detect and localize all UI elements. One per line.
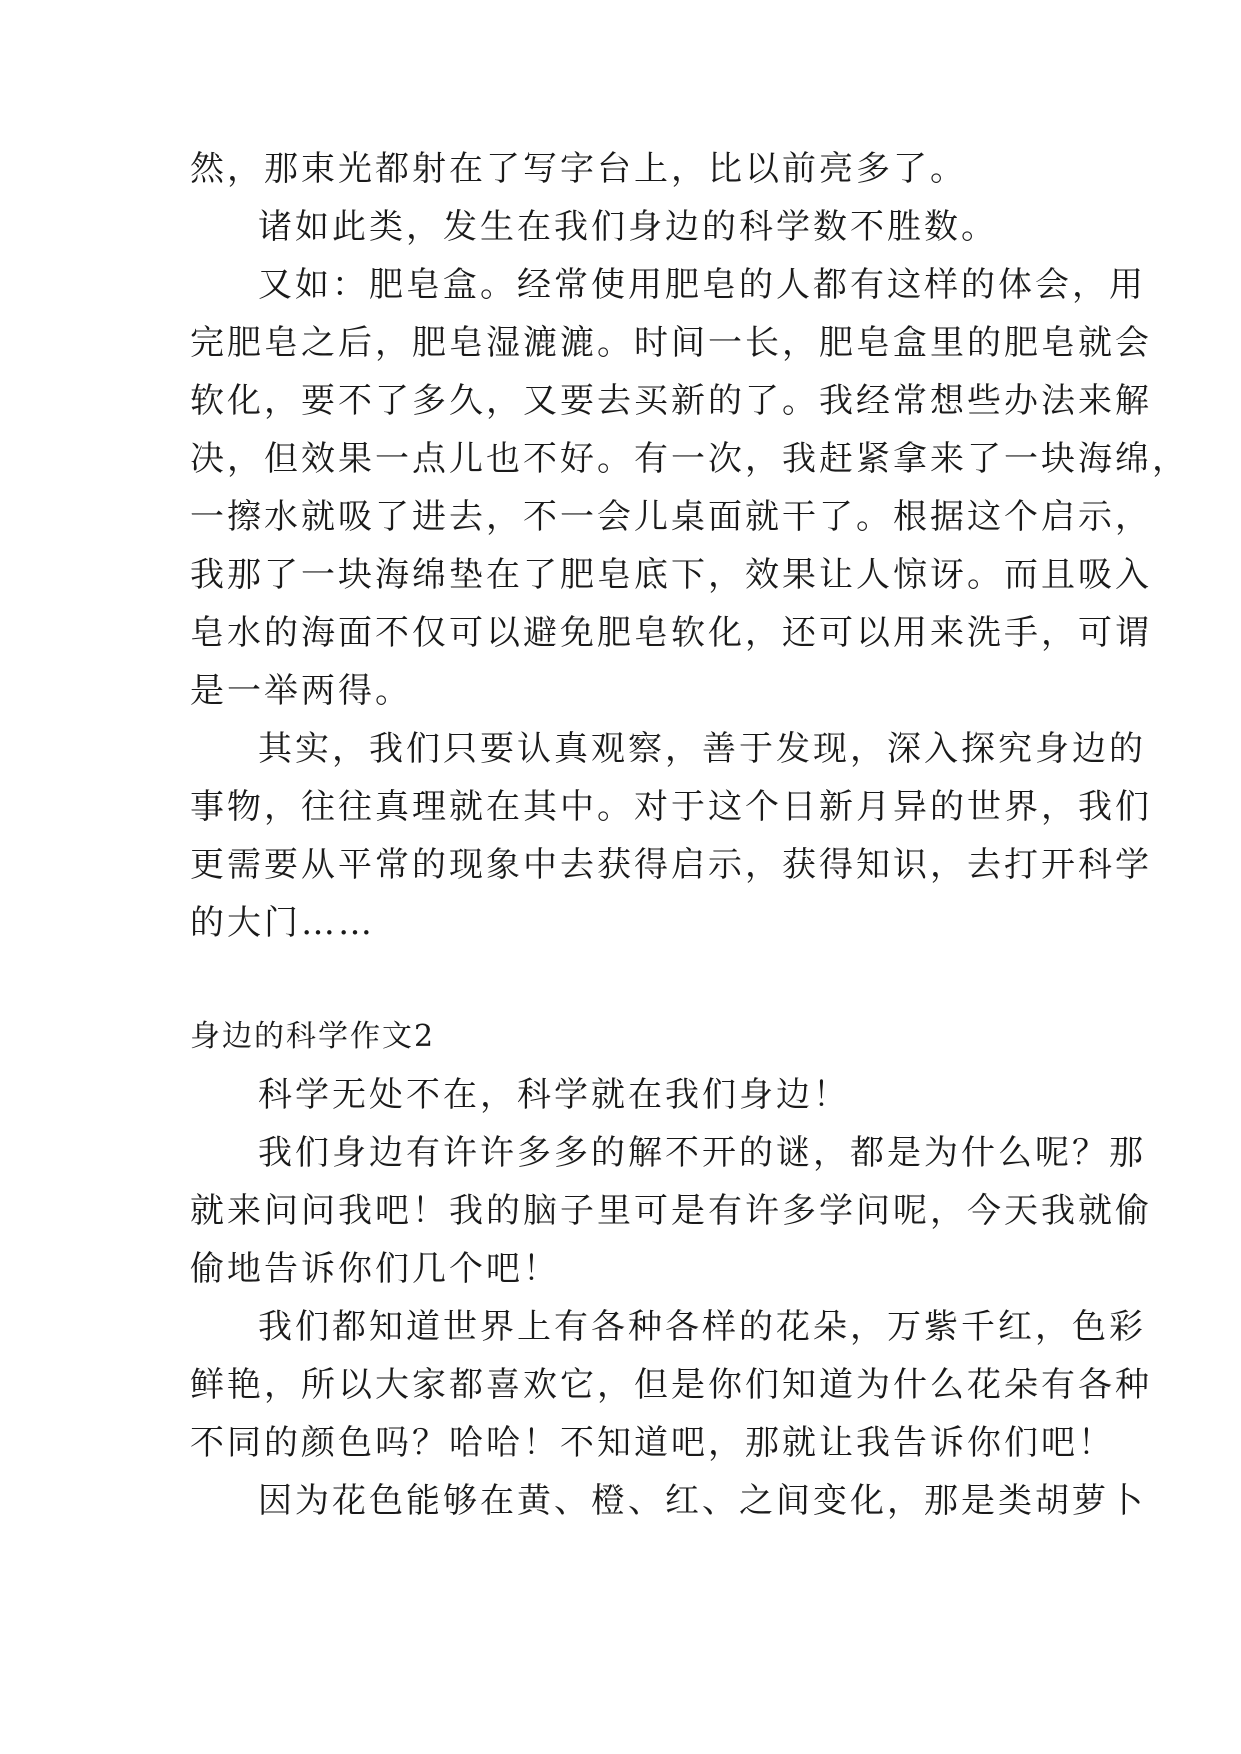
paragraph-line: 完肥皂之后，肥皂湿漉漉。时间一长，肥皂盒里的肥皂就会 [190, 323, 1152, 363]
paragraph-line: 的大门…… [190, 903, 375, 943]
paragraph-line: 就来问问我吧！我的脑子里可是有许多学问呢，今天我就偷 [190, 1191, 1152, 1231]
paragraph-line: 科学无处不在，科学就在我们身边！ [258, 1075, 850, 1115]
paragraph-line: 鲜艳，所以大家都喜欢它，但是你们知道为什么花朵有各种 [190, 1365, 1152, 1405]
paragraph-line: 我们身边有许许多多的解不开的谜，都是为什么呢？那 [258, 1133, 1146, 1173]
paragraph-line: 又如：肥皂盒。经常使用肥皂的人都有这样的体会，用 [258, 265, 1146, 305]
paragraph-line: 是一举两得。 [190, 671, 412, 711]
paragraph-line: 因为花色能够在黄、橙、红、之间变化，那是类胡萝卜 [258, 1481, 1146, 1521]
paragraph-line: 不同的颜色吗？哈哈！不知道吧，那就让我告诉你们吧！ [190, 1423, 1115, 1463]
paragraph-line: 然，那束光都射在了写字台上，比以前亮多了。 [190, 149, 967, 189]
paragraph-line: 我们都知道世界上有各种各样的花朵，万紫千红，色彩 [258, 1307, 1146, 1347]
paragraph-line: 事物，往往真理就在其中。对于这个日新月异的世界，我们 [190, 787, 1152, 827]
paragraph-line: 更需要从平常的现象中去获得启示，获得知识，去打开科学 [190, 845, 1152, 885]
paragraph-line: 一擦水就吸了进去，不一会儿桌面就干了。根据这个启示， [190, 497, 1152, 537]
paragraph-line: 诸如此类，发生在我们身边的科学数不胜数。 [258, 207, 998, 247]
paragraph-line: 其实，我们只要认真观察，善于发现，深入探究身边的 [258, 729, 1146, 769]
paragraph-line: 皂水的海面不仅可以避免肥皂软化，还可以用来洗手，可谓 [190, 613, 1152, 653]
paragraph-line: 软化，要不了多久，又要去买新的了。我经常想些办法来解 [190, 381, 1152, 421]
paragraph-line: 决，但效果一点儿也不好。有一次，我赶紧拿来了一块海绵， [190, 439, 1189, 479]
paragraph-line: 偷地告诉你们几个吧！ [190, 1249, 560, 1289]
paragraph-line: 我那了一块海绵垫在了肥皂底下，效果让人惊讶。而且吸入 [190, 555, 1152, 595]
section-heading: 身边的科学作文2 [190, 1019, 436, 1054]
